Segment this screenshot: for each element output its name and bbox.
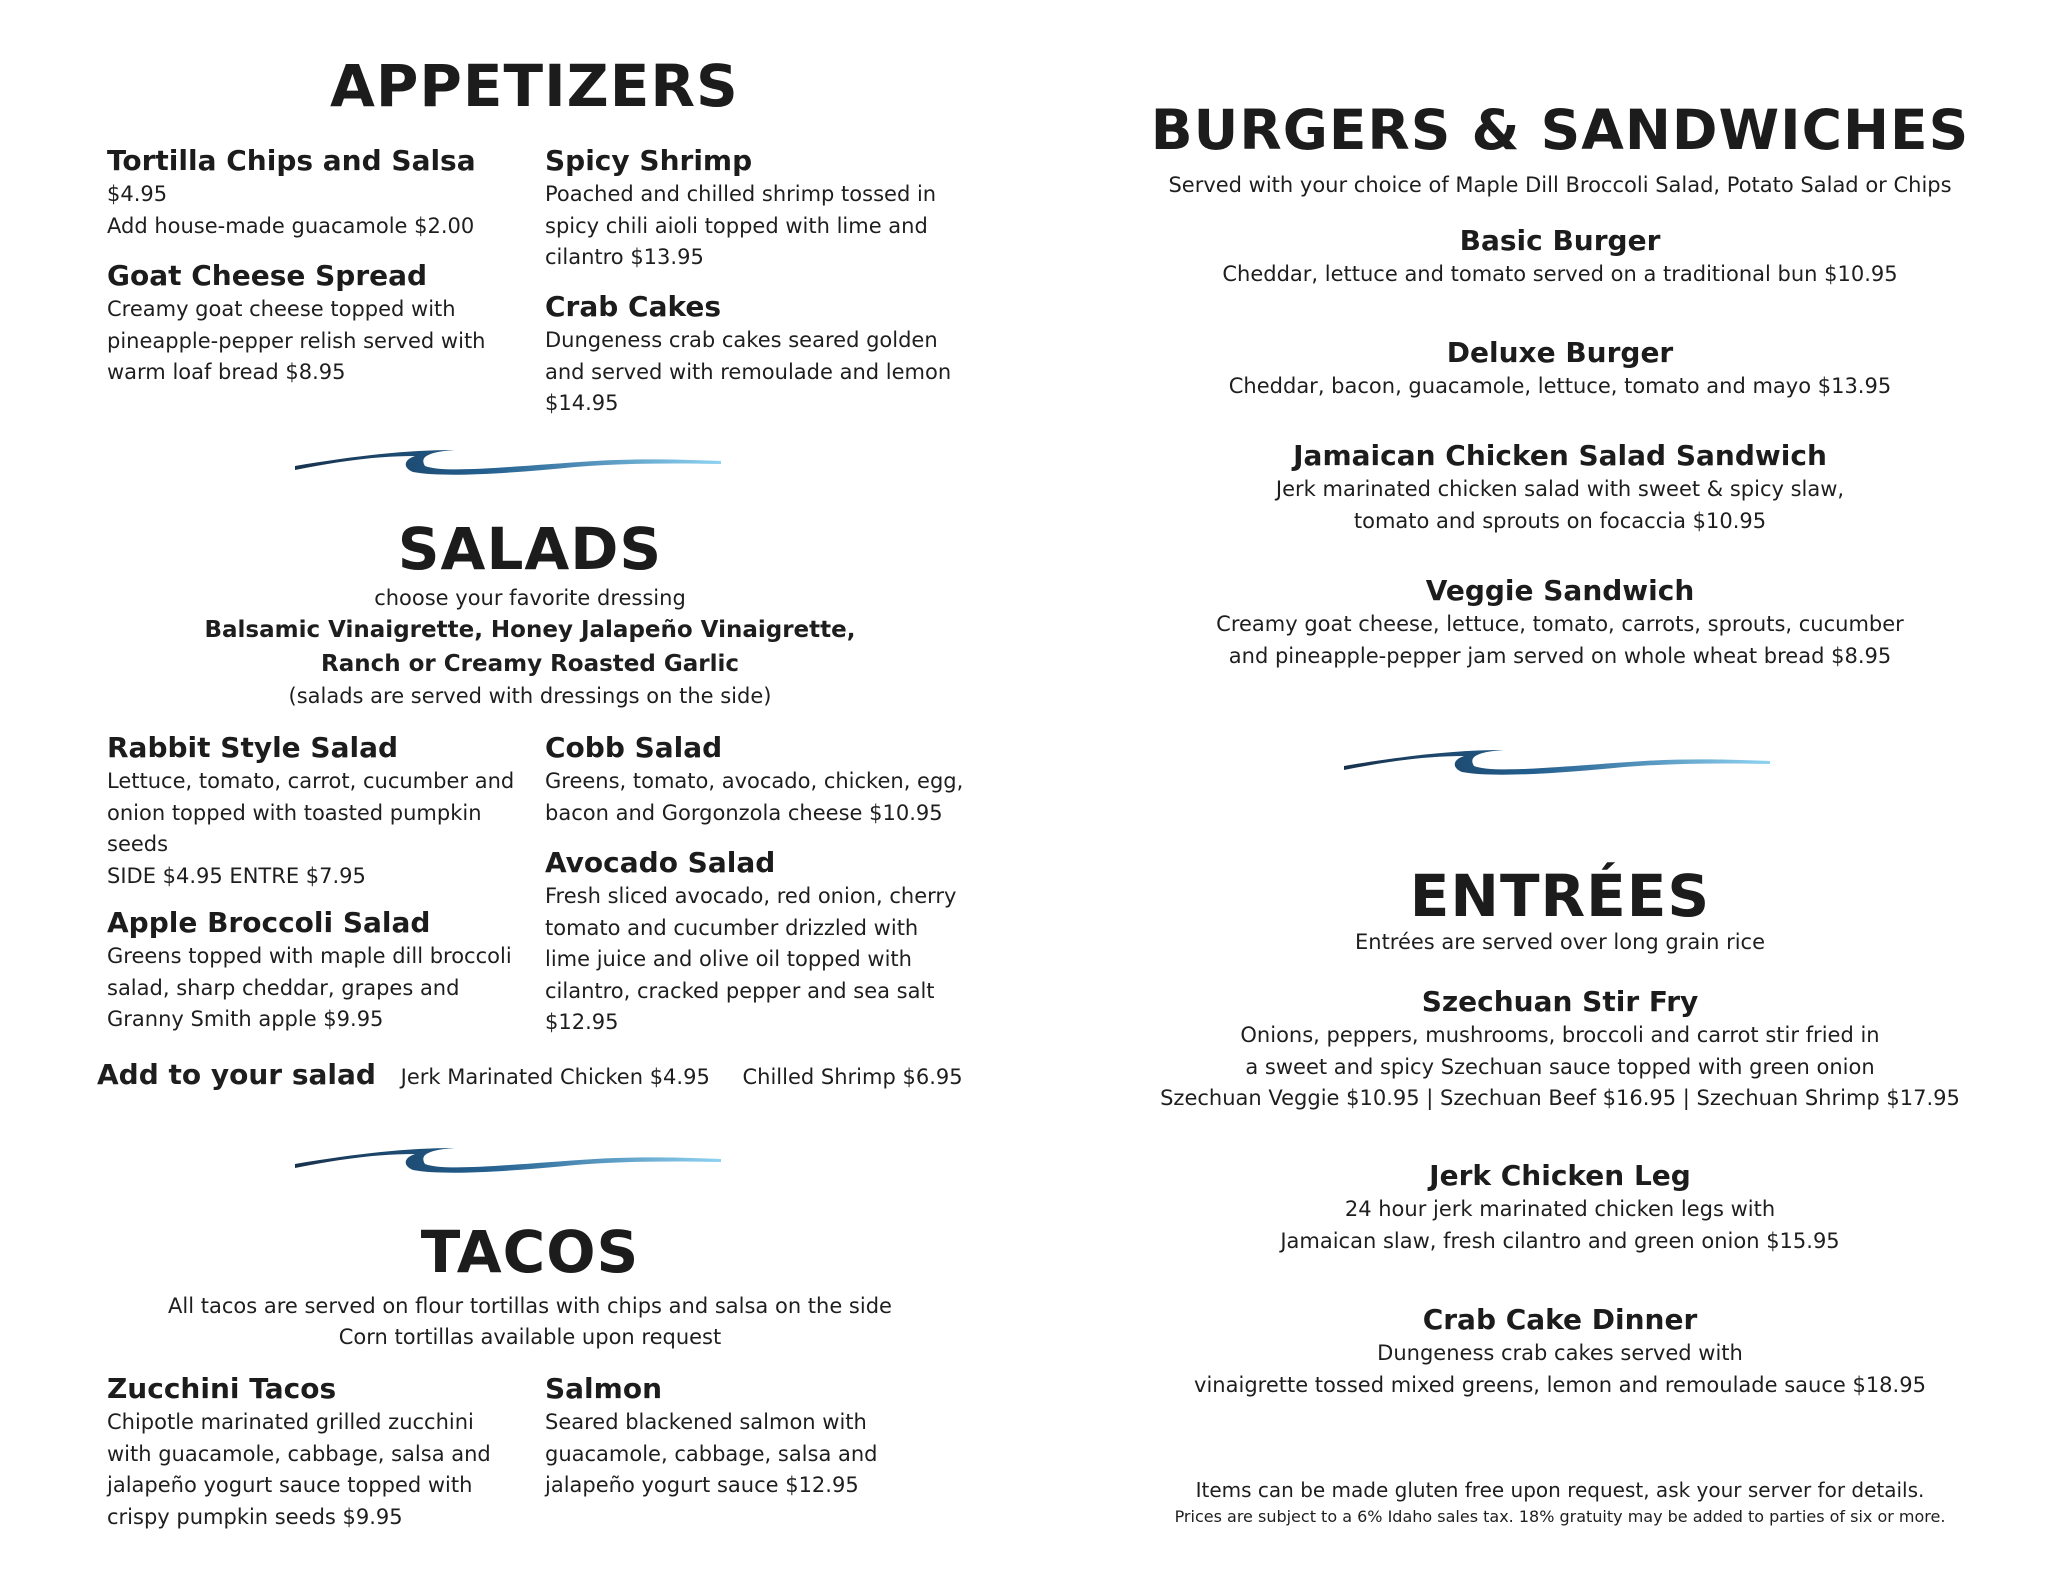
dressing-intro: choose your favorite dressing bbox=[374, 586, 686, 610]
item-name: Tortilla Chips and Salsa bbox=[107, 144, 476, 177]
item-description: Fresh sliced avocado, red onion, cherry tomato and cucumber drizzled with lime juice and olive oil topped with cilantro, cracked pepper and sea salt $12.95 bbox=[545, 884, 957, 1034]
menu-item bbox=[107, 730, 527, 892]
entrees-intro: Entrées are served over long grain rice bbox=[1354, 930, 1765, 954]
burgers-intro: Served with your choice of Maple Dill Broccoli Salad, Potato Salad or Chips bbox=[1168, 173, 1952, 197]
wave-divider bbox=[1344, 748, 1770, 778]
item-description: Dungeness crab cakes served with vinaigrette tossed mixed greens, lemon and remoulade sauce $18.95 bbox=[1194, 1341, 1926, 1397]
menu-item bbox=[545, 1371, 985, 1502]
salad-addons bbox=[97, 1058, 989, 1091]
menu-item bbox=[107, 1371, 527, 1533]
item-name: Apple Broccoli Salad bbox=[107, 906, 431, 939]
item-name: Crab Cake Dinner bbox=[1422, 1303, 1698, 1336]
menu-item bbox=[107, 143, 507, 242]
menu-item bbox=[1110, 573, 2010, 672]
menu-item bbox=[107, 258, 507, 389]
item-name: Basic Burger bbox=[1459, 224, 1661, 257]
item-description: Lettuce, tomato, carrot, cucumber and onion topped with toasted pumpkin seeds SIDE $4.95 ENTRE $7.95 bbox=[107, 769, 515, 888]
item-description: 24 hour jerk marinated chicken legs with Jamaican slaw, fresh cilantro and green onion $15.95 bbox=[1280, 1197, 1840, 1253]
entrees-heading: ENTRÉES bbox=[1409, 862, 1711, 930]
salads-heading: SALADS bbox=[397, 515, 663, 583]
addon-option: Chilled Shrimp $6.95 bbox=[742, 1065, 963, 1089]
appetizers-heading: APPETIZERS bbox=[330, 52, 739, 120]
item-name: Rabbit Style Salad bbox=[107, 731, 399, 764]
menu-item bbox=[1110, 335, 2010, 403]
item-name: Goat Cheese Spread bbox=[107, 259, 428, 292]
item-name: Jerk Chicken Leg bbox=[1429, 1159, 1691, 1192]
item-name: Avocado Salad bbox=[545, 846, 776, 879]
item-description: Cheddar, lettuce and tomato served on a traditional bun $10.95 bbox=[1222, 262, 1898, 286]
menu-item bbox=[1110, 1158, 2010, 1257]
addon-option: Jerk Marinated Chicken $4.95 bbox=[400, 1065, 710, 1089]
item-description: Poached and chilled shrimp tossed in spicy chili aioli topped with lime and cilantro $13.95 bbox=[545, 182, 937, 269]
item-description: Greens topped with maple dill broccoli salad, sharp cheddar, grapes and Granny Smith apple $9.95 bbox=[107, 944, 512, 1031]
item-name: Veggie Sandwich bbox=[1425, 574, 1695, 607]
menu-item bbox=[545, 289, 985, 420]
item-description: Seared blackened salmon with guacamole, cabbage, salsa and jalapeño yogurt sauce $12.95 bbox=[545, 1410, 878, 1497]
dressing-note: (salads are served with dressings on the side) bbox=[288, 684, 772, 708]
menu-item bbox=[1110, 984, 2010, 1115]
tacos-heading: TACOS bbox=[420, 1218, 640, 1286]
wave-divider bbox=[295, 1146, 721, 1176]
tax-note: Prices are subject to a 6% Idaho sales tax. 18% gratuity may be added to parties of six or more. bbox=[1174, 1507, 1946, 1526]
item-name: Zucchini Tacos bbox=[107, 1372, 337, 1405]
item-name: Cobb Salad bbox=[545, 731, 723, 764]
item-name: Deluxe Burger bbox=[1446, 336, 1674, 369]
item-description: $4.95 Add house-made guacamole $2.00 bbox=[107, 182, 475, 238]
menu-item bbox=[545, 730, 985, 829]
addons-label: Add to your salad bbox=[97, 1058, 376, 1091]
item-description: Creamy goat cheese, lettuce, tomato, carrots, sprouts, cucumber and pineapple-pepper jam served on whole wheat bread $8.95 bbox=[1216, 612, 1904, 668]
gluten-free-note: Items can be made gluten free upon request, ask your server for details. bbox=[1195, 1478, 1925, 1502]
item-description: Cheddar, bacon, guacamole, lettuce, tomato and mayo $13.95 bbox=[1228, 374, 1892, 398]
item-name: Salmon bbox=[545, 1372, 663, 1405]
tacos-intro: All tacos are served on flour tortillas with chips and salsa on the side Corn tortillas available upon request bbox=[168, 1294, 892, 1349]
burgers-heading: BURGERS & SANDWICHES bbox=[1150, 98, 1970, 162]
item-name: Szechuan Stir Fry bbox=[1421, 985, 1699, 1018]
item-name: Crab Cakes bbox=[545, 290, 722, 323]
menu-item bbox=[545, 845, 985, 1039]
item-name: Jamaican Chicken Salad Sandwich bbox=[1293, 439, 1827, 472]
item-description: Creamy goat cheese topped with pineapple-pepper relish served with warm loaf bread $8.95 bbox=[107, 297, 486, 384]
item-description: Jerk marinated chicken salad with sweet & spicy slaw, tomato and sprouts on focaccia $10.95 bbox=[1275, 477, 1845, 533]
item-description: Chipotle marinated grilled zucchini with guacamole, cabbage, salsa and jalapeño yogurt sauce topped with crispy pumpkin seeds $9.95 bbox=[107, 1410, 491, 1529]
item-name: Spicy Shrimp bbox=[545, 144, 753, 177]
item-description: Dungeness crab cakes seared golden and served with remoulade and lemon $14.95 bbox=[545, 328, 952, 415]
menu-item bbox=[107, 905, 527, 1036]
menu-item bbox=[545, 143, 985, 274]
wave-divider bbox=[295, 448, 721, 478]
dressing-options: Balsamic Vinaigrette, Honey Jalapeño Vinaigrette, Ranch or Creamy Roasted Garlic bbox=[204, 617, 856, 677]
item-description: Greens, tomato, avocado, chicken, egg, bacon and Gorgonzola cheese $10.95 bbox=[545, 769, 964, 825]
item-description: Onions, peppers, mushrooms, broccoli and carrot stir fried in a sweet and spicy Szechuan sauce topped with green onion Szechuan Veggie $10.95 | Szechuan Beef $16.95 | Szechuan Shrimp $17.95 bbox=[1160, 1023, 1960, 1110]
menu-item bbox=[1110, 1302, 2010, 1401]
menu-item bbox=[1110, 438, 2010, 537]
menu-item bbox=[1110, 223, 2010, 291]
